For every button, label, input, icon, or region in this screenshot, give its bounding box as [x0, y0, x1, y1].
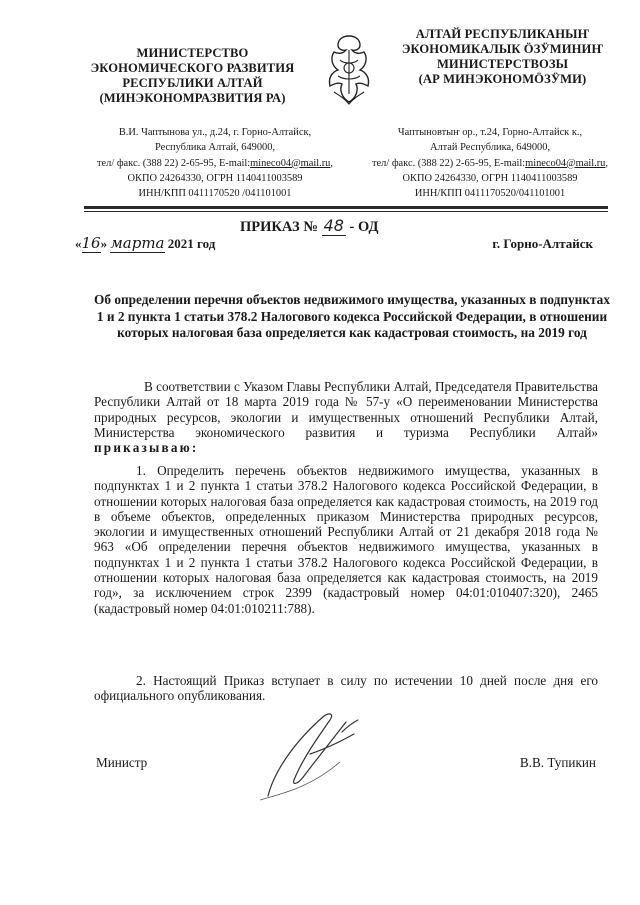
year-text: 2021 год: [167, 236, 216, 251]
ministry-title-altai: [385, 27, 620, 87]
address-block-russian: [80, 125, 350, 201]
clause-2: 2. Настоящий Приказ вступает в силу по истечении 10 дней после дня его официального опубликования.: [94, 673, 598, 704]
signatory-name: В.В. Тупикин: [519, 755, 596, 770]
inn-line: ИНН/КПП 0411170520 /041101001: [138, 188, 292, 200]
order-label: ПРИКАЗ №: [240, 219, 318, 235]
month-handwritten: марта: [110, 234, 165, 252]
clause-1: 1. Определить перечень объектов недвижимого имущества, указанных в подпунктах 1 и 2 пункта 1 статьи 378.2 Налогового кодекса Российской Федерации, в отношении которых налоговая база определяется как кадастровая стоимость, на 2019 год в объеме объектов, определенных приказом Министерства природных ресурсов, экологии и имущественных отношений Республики Алтай от 21 декабря 2018 года № 963 «Об определении перечня объектов недвижимого имущества, указанных в подпунктах 1 и 2 пункта 1 статьи 378.2 Налогового кодекса Российской Федерации, в отношении которых налоговая база определяется как кадастровая стоимость, на 2019 год», за исключением строк 2399 (кадастровый номер 04:01:010407:320), 2465 (кадастровый номер 04:01:010211:788).: [94, 463, 598, 616]
ministry-title-russian: [60, 46, 325, 106]
address-line: В.И. Чаптынова ул., д.24, г. Горно-Алтайск,: [118, 127, 312, 138]
title-line: РЕСПУБЛИКИ АЛТАЙ: [122, 76, 263, 90]
order-date: [75, 234, 215, 252]
phone-text: тел/ факс. (388 22) 2-65-95, E-mail:: [97, 157, 251, 169]
address-block-altai: [350, 125, 630, 201]
preamble-paragraph: [94, 379, 598, 455]
okpo-line: ОКПО 24264330, ОГРН 1140411003589: [402, 172, 578, 184]
title-line: АЛТАЙ РЕСПУБЛИКАНЫҤ: [415, 27, 590, 41]
title-line: МИНИСТЕРСТВО: [136, 46, 249, 60]
header-divider-thin: [84, 211, 608, 212]
handwritten-signature-icon: [250, 702, 390, 802]
okpo-line: ОКПО 24264330, ОГРН 1140411003589: [127, 172, 303, 184]
quote-open: «: [75, 236, 82, 251]
order-number-handwritten: 48: [323, 216, 344, 235]
quote-close: »: [100, 236, 108, 251]
address-line: Алтай Республика, 649000,: [429, 142, 551, 154]
title-line: (АР МИНЭКОНОМӦЗӰМИ): [418, 72, 587, 86]
header-divider-thick: [84, 206, 608, 209]
contact-line: [80, 156, 350, 171]
title-line: ЭКОНОМИЧЕСКОГО РАЗВИТИЯ: [90, 61, 295, 75]
punct: ,: [605, 157, 608, 169]
city-name: г. Горно-Алтайск: [492, 236, 593, 251]
order-suffix: - ОД: [349, 219, 379, 235]
email-link[interactable]: mineco04@mail.ru: [525, 157, 606, 169]
order-directive: приказываю:: [94, 440, 199, 456]
email-link[interactable]: mineco04@mail.ru: [250, 157, 331, 169]
title-line: (МИНЭКОНОМРАЗВИТИЯ РА): [99, 91, 286, 105]
signatory-position: Министр: [96, 755, 148, 770]
republic-emblem-icon: [320, 32, 378, 108]
title-line: ЭКОНОМИКАЛЫК ӦЗӰМИНИҤ: [401, 42, 604, 56]
title-line: МИНИСТЕРСТВОЗЫ: [436, 57, 569, 71]
punct: ,: [330, 157, 333, 169]
contact-line: [350, 156, 630, 171]
address-line: Республика Алтай, 649000,: [154, 142, 276, 154]
address-line: Чаптыновтыҥ ор., т.24, Горно-Алтайск к.,: [397, 127, 583, 138]
order-subject: Об определении перечня объектов недвижимого имущества, указанных в подпунктах 1 и 2 пункта 1 статьи 378.2 Налогового кодекса Российской Федерации, в отношении которых налоговая база определяется как кадастровая стоимость, на 2019 год: [94, 292, 610, 341]
phone-text: тел/ факс. (388 22) 2-65-95, E-mail:: [372, 157, 526, 169]
inn-line: ИНН/КПП 0411170520/041101001: [414, 188, 566, 200]
preamble-text: В соответствии с Указом Главы Республики Алтай, Председателя Правительства Республики Алтай от 18 марта 2019 года № 57-у «О переименовании Министерства природных ресурсов, экологии и имущественных отношений Республики Алтай, Министерства экономического развития и туризма Республики Алтай»: [94, 379, 598, 440]
order-title: [240, 216, 379, 236]
day-handwritten: 16: [81, 234, 101, 252]
